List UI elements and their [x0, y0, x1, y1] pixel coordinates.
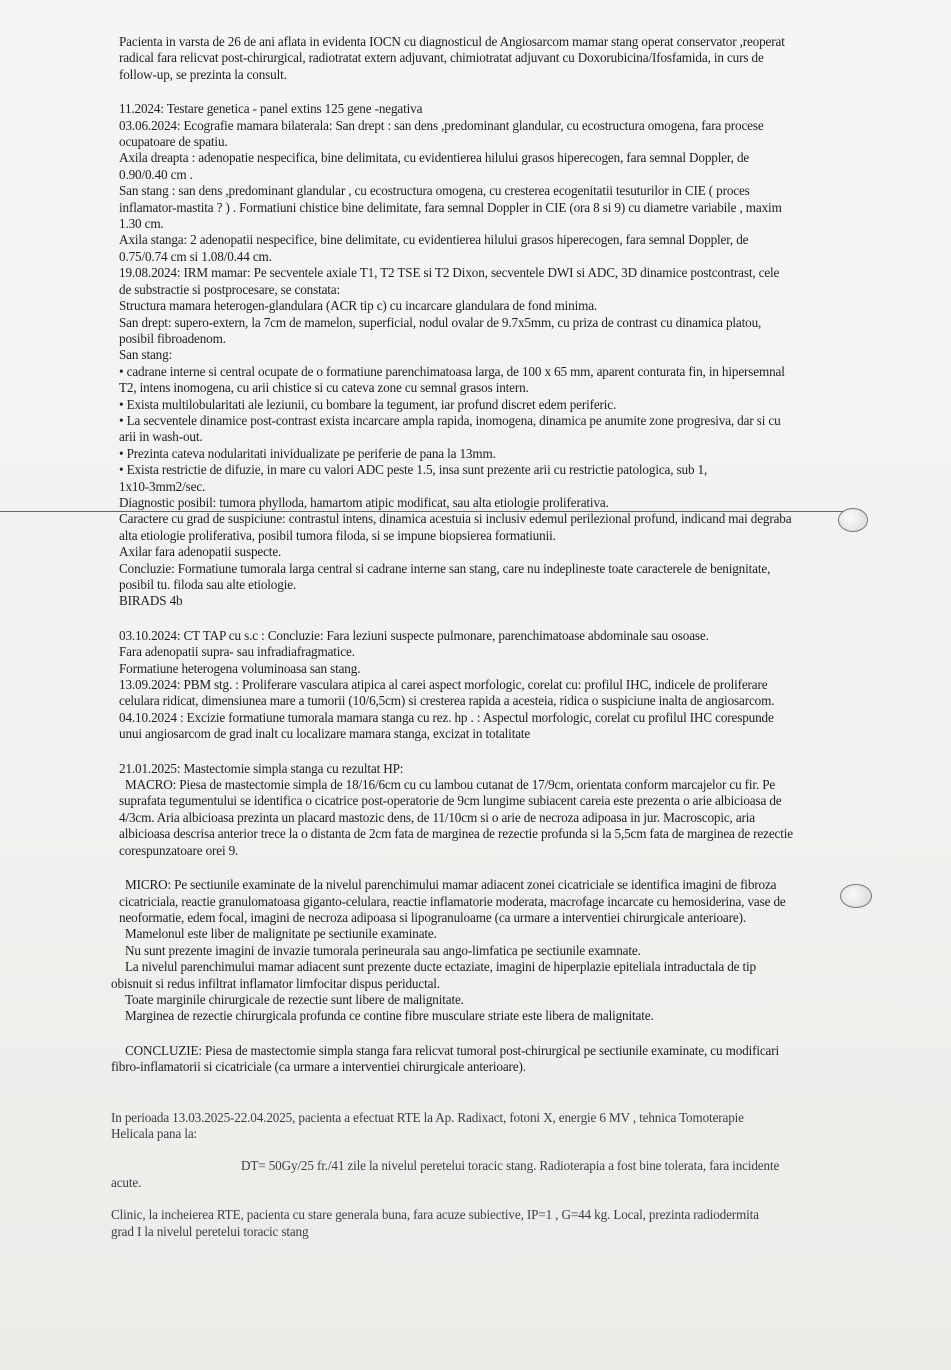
text-line: DT= 50Gy/25 fr./41 zile la nivelul peretelui toracic stang. Radioterapia a fost bine tolerata, fara incidente — [241, 1158, 780, 1174]
text-line: Diagnostic posibil: tumora phylloda, hamartom atipic modificat, sau alta etiologie proliferativa. — [119, 494, 609, 510]
document-body — [111, 34, 865, 1240]
text-line: grad I la nivelul peretelui toracic stang — [111, 1223, 309, 1239]
text-line: 13.09.2024: PBM stg. : Proliferare vasculara atipica al carei aspect morfologic, corelat cu: profilul IHC, indicele de proliferare — [119, 677, 768, 693]
text-line: In perioada 13.03.2025-22.04.2025, pacienta a efectuat RTE la Ap. Radixact, fotoni X, energie 6 MV , tehnica Tomoterapie — [111, 1109, 744, 1125]
text-line: neoformatie, edem focal, imagini de necroza adipoasa si lipogranuloame (ca urmare a interventiei chirurgicale anterioare). — [119, 909, 746, 925]
text-line: Axila stanga: 2 adenopatii nespecifice, bine delimitate, cu evidentierea hilului grasos hiperecogen, fara semnal Doppler, de — [119, 232, 749, 248]
text-line: de substractie si postprocesare, se constata: — [119, 281, 341, 297]
text-line: Axilar fara adenopatii suspecte. — [119, 544, 282, 560]
text-line: Formatiune heterogena voluminoasa san stang. — [119, 660, 361, 676]
text-line: Toate marginile chirurgicale de rezectie sunt libere de malignitate. — [125, 991, 464, 1007]
text-line: San stang: — [119, 347, 173, 363]
text-line: Marginea de rezectie chirurgicala profunda ce contine fibre musculare striate este libera de malignitate. — [125, 1008, 654, 1024]
imaging-section — [119, 628, 865, 743]
text-line: follow-up, se prezinta la consult. — [119, 66, 287, 82]
text-line: CONCLUZIE: Piesa de mastectomie simpla stanga fara relicvat tumoral post-chirurgical pe sectiunile examinate, cu modificari — [125, 1042, 780, 1058]
text-line: MACRO: Piesa de mastectomie simpla de 18/16/6cm cu cu lambou cutanat de 17/9cm, orientata conform marcajelor cu fir. Pe — [125, 777, 776, 793]
text-line: unui angiosarcom de grad inalt cu localizare mamara stanga, excizat in totalitate — [119, 726, 531, 742]
text-line: 21.01.2025: Mastectomie simpla stanga cu rezultat HP: — [119, 760, 404, 776]
text-line: cicatriciala, reactie granulomatoasa giganto-celulara, reactie inflamatorie moderata, macrofage incarcate cu hemosiderina, vase de — [119, 893, 786, 909]
text-line: posibil fibroadenom. — [119, 330, 226, 346]
surgery-section — [119, 761, 865, 859]
text-line: acute. — [111, 1174, 142, 1190]
text-line: La nivelul parenchimului mamar adiacent sunt prezente ducte ectaziate, imagini de hiperplazie epiteliala intraductala de tip — [125, 959, 756, 975]
text-line: Axila dreapta : adenopatie nespecifica, bine delimitata, cu evidentierea hilului grasos hiperecogen, fara semnal Doppler, de — [119, 150, 750, 166]
text-line: 0.90/0.40 cm . — [119, 166, 193, 182]
text-line: obisnuit si redus infiltrat inflamator limfocitar dispus periductal. — [111, 975, 440, 991]
text-line: radical fara relicvat post-chirurgical, radiotratat extern adjuvant, chimiotratat adjuvant cu Doxorubicina/Ifosfamida, in curs de — [119, 50, 764, 66]
intro-paragraph — [119, 34, 865, 83]
text-line: 03.06.2024: Ecografie mamara bilaterala: San drept : san dens ,predominant glandular, cu ecostructura omogena, fara procese — [119, 117, 764, 133]
text-line: corespunzatoare orei 9. — [119, 842, 239, 858]
bullet-line: • La secventele dinamice post-contrast exista incarcare ampla rapida, inomogena, dinamica pe anumite zone progresiva, dar si cu — [119, 412, 781, 428]
text-line: San stang : san dens ,predominant glandular , cu ecostructura omogena, cu cresterea ecogenitatii tesuturilor in CIE ( proces — [119, 183, 750, 199]
text-line: Clinic, la incheierea RTE, pacienta cu stare generala buna, fara acuze subiective, IP=1 , G=44 kg. Local, prezinta radiodermita — [111, 1207, 759, 1223]
text-line: 1x10-3mm2/sec. — [119, 478, 206, 494]
text-line: arii in wash-out. — [119, 429, 203, 445]
text-line: posibil tu. filoda sau alte etiologie. — [119, 577, 297, 592]
text-line: 1.30 cm. — [119, 216, 164, 232]
birads-line: BIRADS 4b — [119, 593, 183, 609]
text-line: Pacienta in varsta de 26 de ani aflata in evidenta IOCN cu diagnosticul de Angiosarcom mamar stang operat conservator ,reoperat — [119, 34, 785, 49]
rte-section — [111, 1109, 865, 1143]
text-line: 03.10.2024: CT TAP cu s.c : Concluzie: Fara leziuni suspecte pulmonare, parenchimatoase abdominale sau osoase. — [119, 627, 709, 643]
conclusion-section — [111, 1042, 865, 1076]
text-line: Fara adenopatii supra- sau infradiafragmatice. — [119, 644, 355, 660]
micro-section — [111, 877, 865, 1025]
text-line: 4/3cm. Aria albicioasa prezinta un placard mastozic dens, de 11/10cm si o arie de necroza adipoasa in jur. Macroscopic, aria — [119, 809, 756, 825]
text-line: ocupatoare de spatiu. — [119, 134, 228, 150]
text-line: MICRO: Pe sectiunile examinate de la nivelul parenchimului mamar adiacent zonei cicatriciale se identifica imagini de fibroza — [125, 877, 777, 893]
text-line: Mamelonul este liber de malignitate pe sectiunile examinate. — [125, 926, 437, 942]
clinic-section — [111, 1207, 865, 1240]
text-line: 11.2024: Testare genetica - panel extins 125 gene -negativa — [119, 101, 423, 117]
text-line: San drept: supero-extern, la 7cm de mamelon, superficial, nodul ovalar de 9.7x5mm, cu priza de contrast cu dinamica platou, — [119, 314, 762, 330]
text-line: Helicala pana la: — [111, 1125, 198, 1141]
dose-section — [111, 1158, 865, 1191]
text-line: celulara ridicat, dimensiunea mare a tumorii (10/6,5cm) si cresterea rapida a acesteia, ridica o suspiciune inalta de angiosarcom. — [119, 693, 775, 709]
bullet-line: • Exista restrictie de difuzie, in mare cu valori ADC peste 1.5, insa sunt prezente arii cu restrictie patologica, sub 1, — [119, 462, 708, 478]
history-section — [119, 101, 865, 610]
bullet-line: • cadrane interne si central ocupate de o formatiune parenchimatoasa larga, de 100 x 65 mm, aparent conturata fin, in hipersemnal — [119, 363, 785, 379]
bullet-line: • Exista multilobularitati ale leziunii, cu bombare la tegument, iar profund discret edem periferic. — [119, 396, 617, 412]
bullet-line: • Prezinta cateva nodularitati inividualizate pe periferie de pana la 13mm. — [119, 445, 496, 461]
text-line: suprafata tegumentului se identifica o cicatrice post-operatorie de 9cm lungime subiacent careia este prezenta o arie albicioasa de — [119, 793, 782, 809]
text-line: Caractere cu grad de suspiciune: contrastul intens, dinamica acestuia si inclusiv edemul perilezional profund, indicand mai degraba — [119, 511, 792, 527]
text-line: fibro-inflamatorii si cicatriciale (ca urmare a interventiei chirurgicale anterioare). — [111, 1059, 526, 1075]
text-line: Structura mamara heterogen-glandulara (ACR tip c) cu incarcare glandulara de fond minima. — [119, 298, 598, 314]
text-line: albicioasa descrisa anterior trece la o distanta de 2cm fata de marginea de rezectie profunda si la 5,5cm fata de marginea de rezectie — [119, 826, 793, 842]
text-line: T2, intens inomogena, cu arii chistice si cu cateva zone cu semnal grasos intern. — [119, 380, 529, 396]
text-line: inflamator-mastita ? ) . Formatiuni chistice bine delimitate, fara semnal Doppler in CIE (ora 8 si 9) cu diametre variabile , maxim — [119, 199, 782, 215]
text-line: Nu sunt prezente imagini de invazie tumorala perineurala sau ango-limfatica pe sectiunile examnate. — [125, 942, 641, 958]
text-line: alta etiologie proliferativa, posibil tumora filoda, si se impune biopsierea formatiunii. — [119, 527, 556, 543]
text-line: 04.10.2024 : Excizie formatiune tumorala mamara stanga cu rez. hp . : Aspectul morfologic, corelat cu profilul IHC corespunde — [119, 709, 774, 725]
text-line: 19.08.2024: IRM mamar: Pe secventele axiale T1, T2 TSE si T2 Dixon, secventele DWI si ADC, 3D dinamice postcontrast, cele — [119, 265, 780, 281]
text-line: Concluzie: Formatiune tumorala larga central si cadrane interne san stang, care nu indeplineste toate caracterele de benignitate, — [119, 560, 771, 576]
text-line: 0.75/0.74 cm si 1.08/0.44 cm. — [119, 248, 272, 264]
